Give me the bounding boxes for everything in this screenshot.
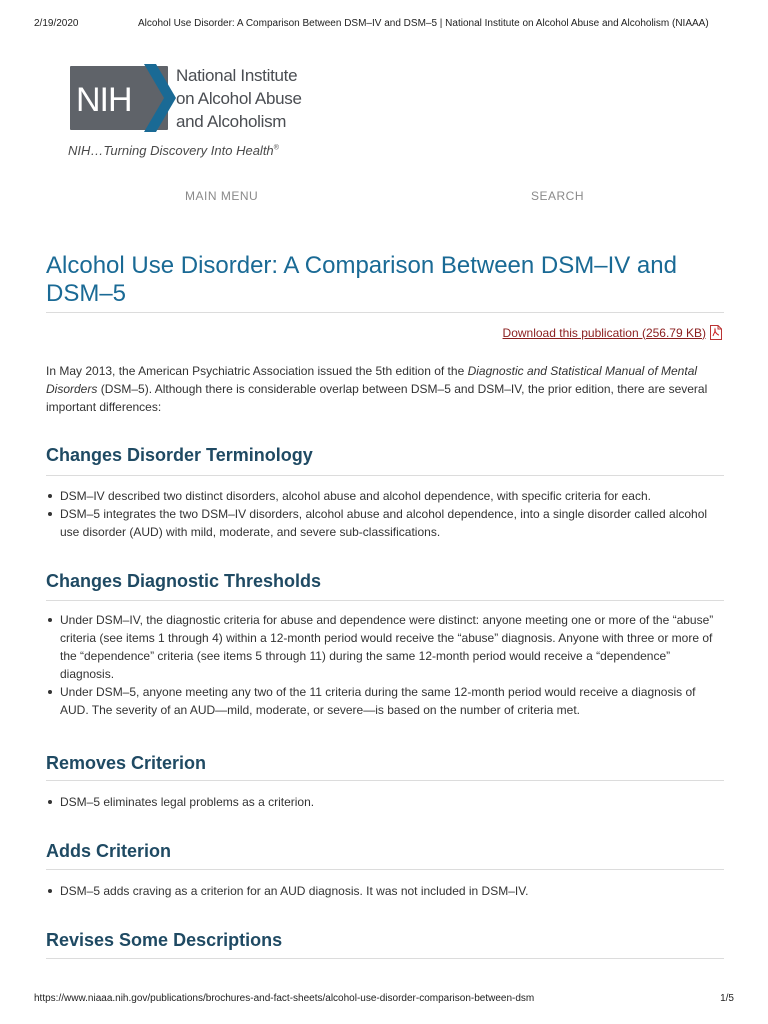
list-item: DSM–5 eliminates legal problems as a criterion.	[46, 793, 726, 811]
section-heading: Revises Some Descriptions	[46, 930, 283, 950]
intro-text: In May 2013, the American Psychiatric Association issued the 5th edition of the	[46, 364, 468, 378]
print-header	[0, 18, 768, 32]
section-heading: Changes Diagnostic Thresholds	[46, 571, 322, 591]
title-divider	[46, 312, 724, 313]
registered-mark: ®	[273, 144, 279, 152]
tagline-text: NIH…Turning Discovery Into Health	[68, 143, 274, 158]
section-heading: Changes Disorder Terminology	[46, 445, 313, 465]
page-number: 1/5	[720, 993, 734, 1004]
list-item: Under DSM–IV, the diagnostic criteria for abuse and dependence were distinct: anyone meeting one or more of the “abuse” criteria (see items 1 through 4) within a 12-month period would receive the “abuse” diagnosis. Anyone with three or more of the “dependence” criteria (see items 5 through 11) during the same 12-month period would receive a “dependence” diagnosis.	[46, 611, 726, 683]
institute-name-line-2: on Alcohol Abuse	[176, 89, 302, 108]
page-url: https://www.niaaa.nih.gov/publications/brochures-and-fact-sheets/alcohol-use-disorder-comparison-between-dsm	[34, 993, 535, 1004]
list-item: DSM–5 integrates the two DSM–IV disorders, alcohol abuse and alcohol dependence, into a single disorder called alcohol use disorder (AUD) with mild, moderate, and severe sub-classifications.	[46, 505, 726, 541]
nih-letters: NIH	[76, 81, 132, 119]
section-bullets	[46, 487, 726, 541]
page-title: Alcohol Use Disorder: A Comparison Between DSM–IV and DSM–5	[46, 252, 677, 307]
print-footer	[0, 993, 768, 1007]
intro-text-continued: (DSM–5). Although there is considerable overlap between DSM–5 and DSM–IV, the prior edition, there are several important differences:	[46, 382, 708, 414]
list-item: DSM–5 adds craving as a criterion for an AUD diagnosis. It was not included in DSM–IV.	[46, 882, 726, 900]
intro-paragraph	[46, 362, 726, 416]
search-link[interactable]: SEARCH	[531, 189, 585, 203]
list-item: DSM–IV described two distinct disorders, alcohol abuse and alcohol dependence, with specific criteria for each.	[46, 487, 726, 505]
institute-name-line-1: National Institute	[176, 66, 298, 85]
niaaa-logo[interactable]	[70, 64, 330, 134]
section-divider	[46, 475, 724, 476]
download-publication-link[interactable]: Download this publication (256.79 KB)	[502, 325, 706, 340]
section-divider	[46, 869, 724, 870]
section-bullets	[46, 793, 726, 811]
print-page-title: Alcohol Use Disorder: A Comparison Between DSM–IV and DSM–5 | National Institute on Alcohol Abuse and Alcoholism (NIAAA)	[138, 18, 709, 29]
section-divider	[46, 600, 724, 601]
tagline	[68, 143, 279, 158]
section-divider	[46, 958, 724, 959]
list-item: Under DSM–5, anyone meeting any two of the 11 criteria during the same 12-month period would receive a diagnosis of AUD. The severity of an AUD—mild, moderate, or severe—is based on the number of criteria met.	[46, 683, 726, 719]
institute-name	[176, 64, 302, 133]
section-bullets	[46, 882, 726, 900]
section-divider	[46, 780, 724, 781]
intro-manual-title: Diagnostic and Statistical Manual of Mental Disorders	[46, 364, 698, 396]
nav-bar	[0, 189, 768, 205]
institute-name-line-3: and Alcoholism	[176, 112, 287, 131]
pdf-icon[interactable]	[710, 325, 722, 340]
chevron-icon	[144, 64, 176, 132]
section-bullets	[46, 611, 726, 719]
section-heading: Adds Criterion	[46, 841, 172, 861]
section-heading: Removes Criterion	[46, 753, 207, 773]
print-date: 2/19/2020	[34, 18, 79, 29]
download-row	[503, 325, 722, 340]
main-menu-link[interactable]: MAIN MENU	[185, 189, 259, 203]
